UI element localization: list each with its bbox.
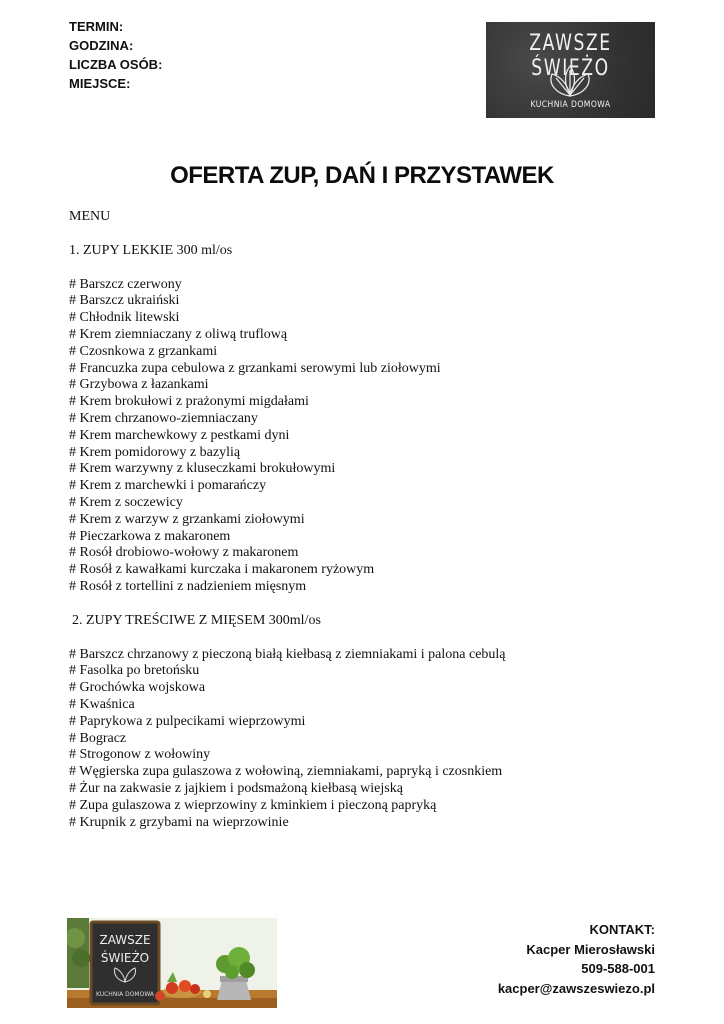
list-item: # Krem brokułowi z prażonymi migdałami [69,394,309,410]
page-title: OFERTA ZUP, DAŃ I PRZYSTAWEK [170,162,554,189]
chalkboard-sign-icon [91,922,159,1004]
time-label: GODZINA: [69,38,134,53]
list-item: # Barszcz ukraiński [69,293,180,309]
list-item: # Chłodnik litewski [69,310,180,326]
section-heading-hearty-soups: 2. ZUPY TREŚCIWE Z MIĘSEM 300ml/os [72,612,321,628]
list-item: # Krem z warzyw z grzankami ziołowymi [69,511,305,527]
contact-phone: 509-588-001 [581,961,655,976]
section-heading-light-soups: 1. ZUPY LEKKIE 300 ml/os [69,242,233,258]
logo-brand-name: ZAWSZE ŚWIEŻO [529,31,612,81]
list-item: # Krem z soczewicy [69,494,183,510]
list-item: # Czosnkowa z grzankami [69,343,218,359]
contact-label: KONTAKT: [589,922,655,937]
location-label: MIEJSCE: [69,76,131,91]
list-item: # Rosół z kawałkami kurczaka i makaronem ryżowym [69,562,375,578]
svg-text:ZAWSZE: ZAWSZE [99,933,151,947]
list-item: # Kwaśnica [69,696,135,712]
list-item: # Żur na zakwasie z jajkiem i podsmażoną kiełbasą wiejską [69,780,403,796]
logo-subtitle: KUCHNIA DOMOWA [530,100,611,110]
list-item: # Węgierska zupa gulaszowa z wołowiną, ziemniakami, papryką i czosnkiem [69,764,503,780]
contact-info [498,920,655,998]
svg-text:KUCHNIA DOMOWA: KUCHNIA DOMOWA [95,991,155,998]
menu-label: MENU [69,209,111,224]
list-item: # Fasolka po bretońsku [69,663,200,679]
list-item: # Pieczarkowa z makaronem [69,528,231,544]
list-item: # Krem z marchewki i pomarańczy [69,478,267,494]
list-item: # Krupnik z grzybami na wieprzowinie [69,814,289,830]
menu-content [69,209,506,831]
list-item: # Barszcz czerwony [69,276,182,292]
list-item: # Krem ziemniaczany z oliwą truflową [69,326,288,342]
svg-text:ŚWIEŻO: ŚWIEŻO [100,951,150,965]
list-item: # Barszcz chrzanowy z pieczoną białą kiełbasą z ziemniakami i palona cebulą [69,646,506,662]
light-soups-list [69,277,506,596]
hearty-soups-list [69,647,506,832]
kitchen-photo [67,918,277,1008]
list-item: # Krem chrzanowo-ziemniaczany [69,410,258,426]
date-label: TERMIN: [69,19,124,34]
list-item: # Zupa gulaszowa z wieprzowiny z kminkiem i pieczoną papryką [69,797,437,813]
list-item: # Strogonow z wołowiny [69,747,211,763]
list-item: # Rosół z tortellini z nadzieniem mięsnym [69,578,307,594]
contact-name: Kacper Mierosławski [526,941,655,957]
list-item: # Grochówka wojskowa [69,680,206,696]
list-item: # Krem marchewkowy z pestkami dyni [69,427,290,443]
event-details [69,17,162,93]
list-item: # Rosół drobiowo-wołowy z makaronem [69,545,299,561]
list-item: # Krem warzywny z kluseczkami brokułowymi [69,461,336,477]
contact-email: kacper@zawszeswiezo.pl [497,980,655,996]
list-item: # Francuzka zupa cebulowa z grzankami serowymi lub ziołowymi [69,360,441,376]
list-item: # Grzybowa z łazankami [69,377,209,393]
basil-leaf-icon [544,64,596,98]
guest-count-label: LICZBA OSÓB: [69,57,163,72]
brand-logo [486,22,655,118]
list-item: # Paprykowa z pulpecikami wieprzowymi [69,713,306,729]
list-item: # Bogracz [69,730,127,746]
list-item: # Krem pomidorowy z bazylią [69,444,241,460]
